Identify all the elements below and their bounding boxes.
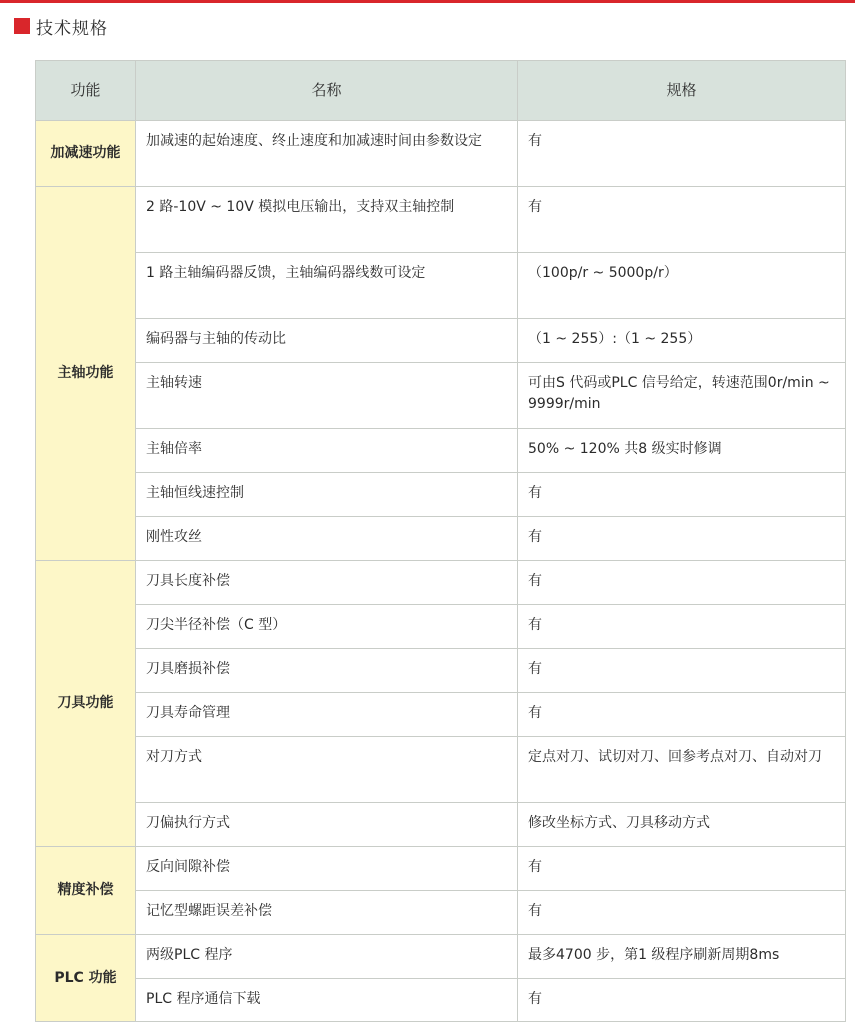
function-cell: 主轴功能 xyxy=(36,187,136,561)
function-cell: PLC 功能 xyxy=(36,935,136,1022)
table-row xyxy=(36,935,846,979)
name-cell: 对刀方式 xyxy=(136,737,518,803)
name-cell: 刀尖半径补偿（C 型） xyxy=(136,605,518,649)
function-cell: 刀具功能 xyxy=(36,561,136,847)
table-row xyxy=(36,561,846,605)
function-cell: 加减速功能 xyxy=(36,121,136,187)
spec-cell: 有 xyxy=(518,517,846,561)
spec-cell: 有 xyxy=(518,187,846,253)
column-header-spec: 规格 xyxy=(518,61,846,121)
spec-cell: 可由S 代码或PLC 信号给定，转速范围0r/min ~ 9999r/min xyxy=(518,363,846,429)
name-cell: 主轴转速 xyxy=(136,363,518,429)
spec-cell: 有 xyxy=(518,121,846,187)
spec-cell: 50% ~ 120% 共8 级实时修调 xyxy=(518,429,846,473)
name-cell: 刀偏执行方式 xyxy=(136,803,518,847)
table-row xyxy=(36,517,846,561)
name-cell: 加减速的起始速度、终止速度和加减速时间由参数设定 xyxy=(136,121,518,187)
name-cell: 刀具寿命管理 xyxy=(136,693,518,737)
table-row xyxy=(36,319,846,363)
name-cell: 编码器与主轴的传动比 xyxy=(136,319,518,363)
table-row xyxy=(36,253,846,319)
column-header-function: 功能 xyxy=(36,61,136,121)
table-row xyxy=(36,847,846,891)
spec-cell: 有 xyxy=(518,605,846,649)
table-row xyxy=(36,803,846,847)
name-cell: 刀具长度补偿 xyxy=(136,561,518,605)
name-cell: 主轴倍率 xyxy=(136,429,518,473)
table-row xyxy=(36,363,846,429)
table-row xyxy=(36,891,846,935)
spec-table xyxy=(35,60,846,1022)
red-square-icon xyxy=(14,18,30,34)
name-cell: 反向间隙补偿 xyxy=(136,847,518,891)
spec-cell: 有 xyxy=(518,847,846,891)
table-row xyxy=(36,649,846,693)
table-row xyxy=(36,605,846,649)
table-row xyxy=(36,473,846,517)
name-cell: 主轴恒线速控制 xyxy=(136,473,518,517)
spec-cell: 有 xyxy=(518,891,846,935)
spec-cell: 有 xyxy=(518,561,846,605)
top-accent-line xyxy=(0,0,855,3)
spec-cell: 修改坐标方式、刀具移动方式 xyxy=(518,803,846,847)
spec-cell: 有 xyxy=(518,473,846,517)
function-cell: 精度补偿 xyxy=(36,847,136,935)
table-row xyxy=(36,693,846,737)
name-cell: 记忆型螺距误差补偿 xyxy=(136,891,518,935)
table-row xyxy=(36,737,846,803)
name-cell: 刀具磨损补偿 xyxy=(136,649,518,693)
section-header xyxy=(14,14,108,38)
spec-cell: （100p/r ~ 5000p/r） xyxy=(518,253,846,319)
name-cell: PLC 程序通信下载 xyxy=(136,979,518,1022)
spec-cell: 最多4700 步，第1 级程序刷新周期8ms xyxy=(518,935,846,979)
name-cell: 刚性攻丝 xyxy=(136,517,518,561)
column-header-name: 名称 xyxy=(136,61,518,121)
table-row xyxy=(36,121,846,187)
section-title: 技术规格 xyxy=(36,18,108,39)
table-header-row xyxy=(36,61,846,121)
spec-cell: 定点对刀、试切对刀、回参考点对刀、自动对刀 xyxy=(518,737,846,803)
name-cell: 2 路-10V ~ 10V 模拟电压输出，支持双主轴控制 xyxy=(136,187,518,253)
spec-cell: （1 ~ 255）:（1 ~ 255） xyxy=(518,319,846,363)
spec-cell: 有 xyxy=(518,649,846,693)
table-row xyxy=(36,979,846,1022)
spec-cell: 有 xyxy=(518,979,846,1022)
table-row xyxy=(36,429,846,473)
spec-cell: 有 xyxy=(518,693,846,737)
name-cell: 1 路主轴编码器反馈，主轴编码器线数可设定 xyxy=(136,253,518,319)
name-cell: 两级PLC 程序 xyxy=(136,935,518,979)
table-row xyxy=(36,187,846,253)
